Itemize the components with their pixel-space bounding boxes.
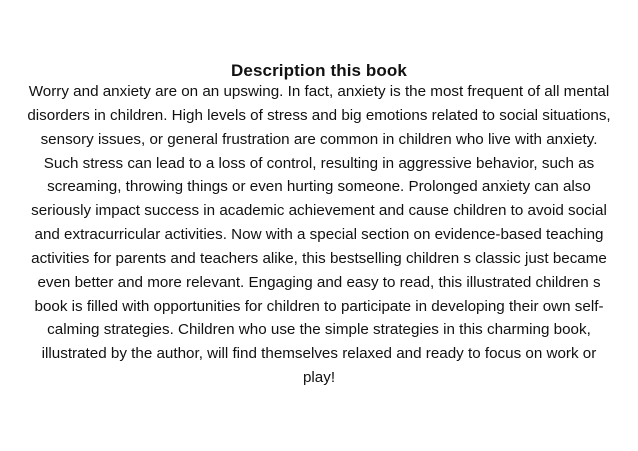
paragraph-line: Worry and anxiety are on an upswing. In fact, anxiety is the most frequent of all mental (28, 83, 610, 100)
paragraph-line: sensory issues, or general frustration are common in children who live with anxiety. (40, 130, 598, 148)
paragraph-line: screaming, throwing things or even hurting someone. Prolonged anxiety can also (47, 178, 591, 196)
paragraph-line: seriously impact success in academic achievement and cause children to avoid social (31, 202, 607, 220)
description-heading: Description this book (231, 61, 407, 80)
paragraph-line: calming strategies. Children who use the simple strategies in this charming book, (47, 321, 591, 339)
paragraph-line: play! (302, 369, 336, 387)
paragraph-line: disorders in children. High levels of stress and big emotions related to social situations, (27, 106, 611, 124)
paragraph-line: even better and more relevant. Engaging and easy to read, this illustrated children s (37, 273, 601, 291)
paragraph-line: book is filled with opportunities for children to participate in developing their own self- (34, 297, 604, 315)
description-paragraph (6, 80, 632, 390)
paragraph-line: and extracurricular activities. Now with a special section on evidence-based teaching (34, 226, 604, 244)
paragraph-line: Such stress can lead to a loss of control, resulting in aggressive behavior, such as (43, 154, 595, 172)
paragraph-line: activities for parents and teachers alike, this bestselling children s classic just became (31, 249, 607, 267)
paragraph-line: illustrated by the author, will find themselves relaxed and ready to focus on work or (41, 345, 597, 363)
